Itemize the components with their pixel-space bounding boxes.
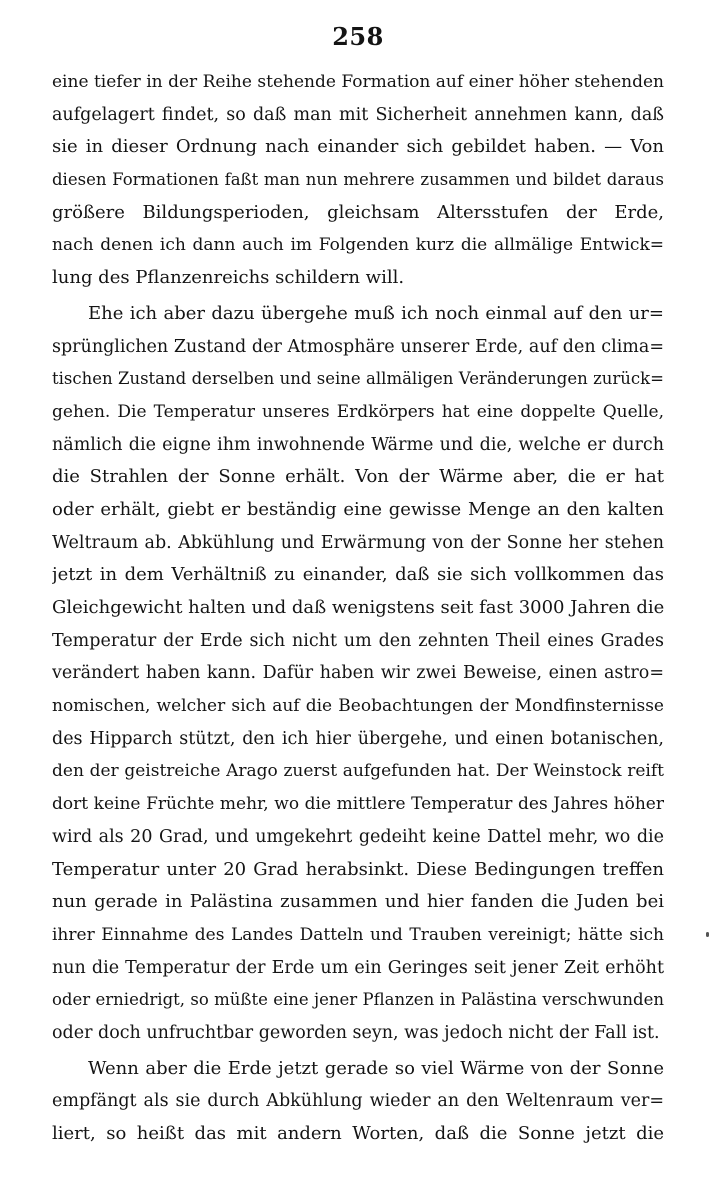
text-line: Weltraum ab. Abkühlung und Erwärmung von der Sonne her stehen	[52, 532, 664, 553]
text-line: ihrer Einnahme des Landes Datteln und Trauben vereinigt; hätte sich	[52, 924, 664, 945]
text-line: liert, so heißt das mit andern Worten, daß die Sonne jetzt die	[52, 1123, 664, 1144]
text-line: sie in dieser Ordnung nach einander sich gebildet haben. — Von	[52, 136, 664, 158]
paragraph-3	[52, 1053, 664, 1151]
text-line: oder doch unfruchtbar geworden seyn, was jedoch nicht der Fall ist.	[52, 1022, 660, 1043]
text-line: nun gerade in Palästina zusammen und hier fanden die Juden bei	[52, 891, 664, 913]
text-line: eine tiefer in der Reihe stehende Formation auf einer höher stehenden	[52, 72, 664, 92]
text-line: Ehe ich aber dazu übergehe muß ich noch einmal auf den ur=	[88, 302, 664, 324]
text-line: die Strahlen der Sonne erhält. Von der Wärme aber, die er hat	[52, 466, 664, 488]
text-line: tischen Zustand derselben und seine allmäligen Veränderungen zurück=	[52, 369, 664, 389]
text-line: nach denen ich dann auch im Folgenden kurz die allmälige Entwick=	[52, 235, 664, 256]
text-line: des Hipparch stützt, den ich hier übergehe, und einen botanischen,	[52, 728, 664, 749]
body-text	[52, 66, 664, 1151]
text-line: oder erniedrigt, so müßte eine jener Pflanzen in Palästina verschwunden	[52, 990, 664, 1010]
paragraph-1	[52, 66, 664, 295]
text-line: Gleichgewicht halten und daß wenigstens seit fast 3000 Jahren die	[52, 597, 664, 618]
paragraph-2	[52, 298, 664, 1050]
page-number: 258	[332, 22, 384, 51]
text-line: wird als 20 Grad, und umgekehrt gedeiht keine Dattel mehr, wo die	[52, 826, 664, 847]
text-line: dort keine Früchte mehr, wo die mittlere Temperatur des Jahres höher	[52, 794, 664, 815]
text-line: verändert haben kann. Dafür haben wir zwei Beweise, einen astro=	[52, 663, 664, 684]
text-line: Temperatur unter 20 Grad herabsinkt. Diese Bedingungen treffen	[52, 858, 664, 880]
text-line: nomischen, welcher sich auf die Beobachtungen der Mondfinsternisse	[52, 696, 664, 717]
text-line: gehen. Die Temperatur unseres Erdkörpers hat eine doppelte Quelle,	[52, 401, 664, 422]
text-line: jetzt in dem Verhältniß zu einander, daß sie sich vollkommen das	[52, 564, 664, 586]
text-line: größere Bildungsperioden, gleichsam Altersstufen der Erde,	[52, 201, 664, 223]
text-line: sprünglichen Zustand der Atmosphäre unserer Erde, auf den clima=	[52, 336, 664, 357]
text-line: nun die Temperatur der Erde um ein Geringes seit jener Zeit erhöht	[52, 957, 664, 978]
text-line: nämlich die eigne ihm inwohnende Wärme und die, welche er durch	[52, 434, 664, 455]
ink-speck	[706, 932, 709, 937]
text-line: Wenn aber die Erde jetzt gerade so viel Wärme von der Sonne	[88, 1057, 664, 1079]
text-line: Temperatur der Erde sich nicht um den zehnten Theil eines Grades	[52, 630, 664, 651]
text-line: diesen Formationen faßt man nun mehrere zusammen und bildet daraus	[52, 170, 664, 190]
text-line: den der geistreiche Arago zuerst aufgefunden hat. Der Weinstock reift	[52, 761, 664, 782]
text-line: lung des Pflanzenreichs schildern will.	[52, 267, 405, 289]
text-line: oder erhält, giebt er beständig eine gewisse Menge an den kalten	[52, 498, 664, 520]
text-line: aufgelagert findet, so daß man mit Sicherheit annehmen kann, daß	[52, 104, 664, 125]
text-line: empfängt als sie durch Abkühlung wieder an den Weltenraum ver=	[52, 1091, 664, 1112]
